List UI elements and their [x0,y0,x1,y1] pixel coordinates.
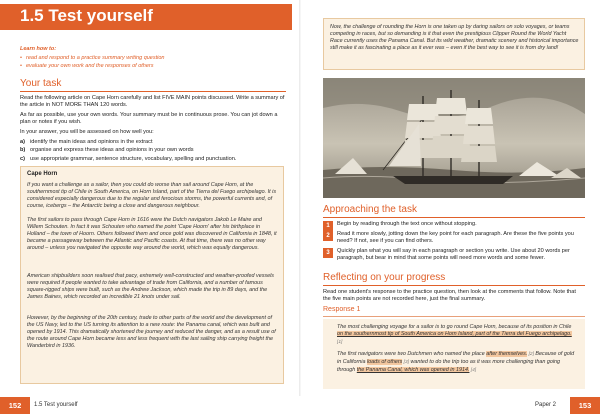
learn-heading: Learn how to: [20,46,57,52]
reflect-heading: Reflecting on your progress [323,272,446,283]
highlighted-phrase: after themselves. [486,351,528,357]
step-text: Begin by reading through the text once without stopping. [337,221,477,227]
highlighted-phrase: the Panama Canal, which was opened in 1914. [356,366,470,373]
response-label: Response 1 [323,306,361,313]
step-number-badge: 1 [323,221,333,231]
heading-rule [20,91,286,92]
article-paragraph: American shipbuilders soon realised that pacy, extremely well-constructed and weather-proofed vessels were required if people wanted to take advantage of trade from California, and a number of famous square-rigged ships were built, such as the Andrew Jackson, which made the trip in 89 days, and the James Baines, which recorded an incredible 21 knots under sail. [27,273,274,300]
article-continuation-box [323,18,585,70]
article-box [20,166,284,384]
step-item [323,221,585,228]
page-number: 152 [0,397,30,414]
left-footer [0,397,300,414]
step-item [323,231,585,245]
article-continuation: Now, the challenge of rounding the Horn is one taken up by daring sailors on solo voyages, or teams competing in races, but so demanding is it that even the prestigious Clipper Round the World Yacht Race currently uses the Panama Canal. But its wild weather, dramatic scenery and historical importance still make it as fascinating a place as it ever was – even if the best way to see it is from dry land! [330,24,579,51]
comment-tag: [4] [469,367,477,373]
response-box [323,319,585,389]
heading-rule [323,285,585,286]
highlighted-phrase: on the southernmost tip of South America on Horn Island, part of the Tierra del Fuego archipelago. [337,330,572,337]
steps-list [323,221,585,265]
title-bar [0,4,292,30]
learn-item: • read and respond to a practice summary writing question [20,54,290,62]
reflect-text: Read one student's response to the practice question, then look at the comments that follow. Note that the five main points are not recorded here, just the final summary. [323,289,576,302]
page-number: 153 [570,397,600,414]
criteria-item: a) identify the main ideas and opinions in the extract [20,139,153,145]
comment-tag: [1] [337,339,343,345]
step-item [323,248,585,262]
article-title: Cape Horn [27,171,58,177]
footer-text: Paper 2 [534,402,556,408]
your-task-heading: Your task [20,78,62,89]
response-paragraph: The most challenging voyage for a sailor is to go round Cape Horn, because of its position in Chile on the southernmost tip of South America on Horn Island, part of the Tierra del Fuego archipelago. [1] [337,324,572,345]
ship-illustration [323,78,585,198]
comment-tag: [2] [527,352,534,357]
approach-heading: Approaching the task [323,204,417,215]
page-title: 1.5 Test yourself [20,6,153,25]
step-number-badge: 3 [323,248,333,258]
subheading-rule [323,316,585,317]
criteria-item: c) use appropriate grammar, sentence structure, vocabulary, spelling and punctuation. [20,155,237,162]
criteria-item: b) organise and express these ideas and opinions in your own words [20,147,194,154]
learn-item: • evaluate your own work and the responses of others [20,62,290,70]
task-paragraph: In your answer, you will be assessed on how well you: [20,129,154,135]
article-paragraph: If you want a challenge as a sailor, then you could do worse than sail around Cape Horn, at the southernmost tip of Chile in South America, on Horn Island, part of the Tierra del Fuego archipelago. It is considered especially dangerous due to the regular and ferocious storms, the powerful currents and, of course, icebergs – the Antarctic being a close and dangerous neighbour. [27,182,277,209]
step-text: Quickly plan what you will say in each paragraph or section you write. Use about 20 words per paragraph, but bear in mind that some points will need more words and some fewer. [337,248,570,261]
article-paragraph: The first sailors to pass through Cape Horn in 1616 were the Dutch navigators Jakob Le Maire and Willem Schouten. In fact it was Schouten who named the point 'Cape Hoorn' after his birthplace in Holland – the town of Hoorn. Others followed them and once gold was discovered in California in 1848, it became a passageway between the Atlantic and Pacific coasts. At that time, there was no other way around – unless you navigated the opposite way around the world, which was equally dangerous. [27,217,277,251]
task-intro: Read the following article on Cape Horn carefully and list FIVE MAIN points discussed. Write a summary of the article in NOT MORE THAN 120 words. [20,95,285,109]
article-paragraph: However, by the beginning of the 20th century, trade to other parts of the world and the development of the US Navy, led to the US turning its attention to a new route: the Panama canal, which was built and opened by 1914. This dramatically shortened the journey and reduced the danger, and as a result use of the route around Cape Horn became less and less frequent with the last sailing ship carrying freight the Wanderbird in 1936. [27,315,276,349]
page-gutter [299,0,301,396]
highlighted-phrase: loads of others [366,358,403,365]
comment-tag: [3] [402,359,410,365]
learn-list [20,54,290,70]
clipper-ship-image [323,78,585,198]
criteria-list [20,138,286,163]
response-paragraph: The first navigators were two Dutchmen who named the place after themselves. [2] Because of gold in California loads of others [3] wanted to do the trip too as it was more challenging than going through the Panama Canal, which was opened in 1914. [4] [337,351,575,373]
step-text: Read it more slowly, jotting down the key point for each paragraph. Are these the five points you need? If not, see if you can find others. [337,231,574,244]
step-number-badge: 2 [323,231,333,241]
right-footer [300,397,600,414]
task-paragraph: As far as possible, use your own words. Your summary must be in continuous prose. You can jot down a plan or notes if you wish. [20,112,278,126]
heading-rule [323,217,585,218]
footer-text: 1.5 Test yourself [34,402,78,408]
